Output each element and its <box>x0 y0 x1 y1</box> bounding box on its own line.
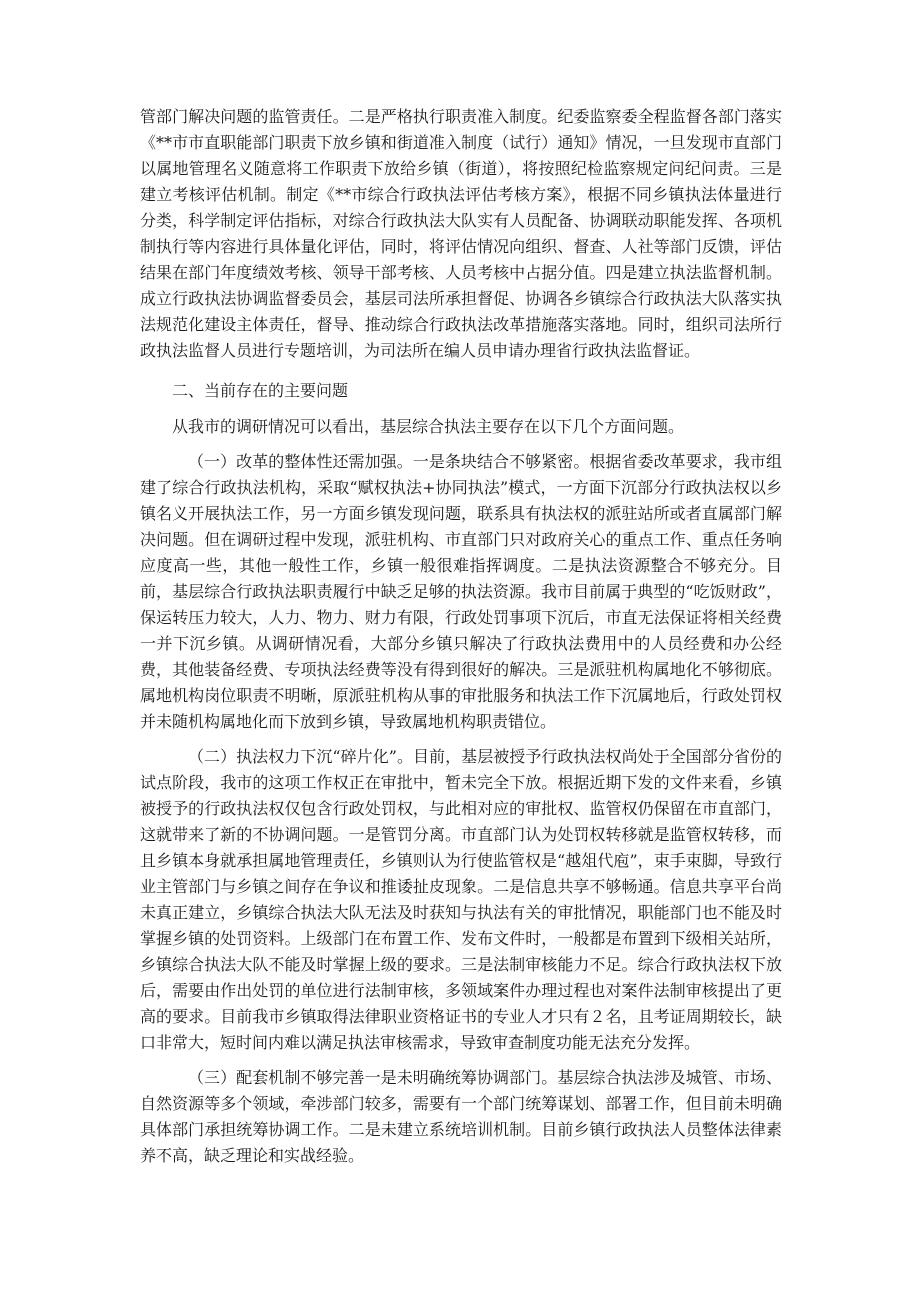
paragraph-problem-1: （一）改革的整体性还需加强。一是条块结合不够紧密。根据省委改革要求，我市组建了综合行政执法机构，采取“赋权执法+协同执法”模式，一方面下沉部分行政执法权以乡镇名义开展执法工作，另一方面乡镇发现问题，联系具有执法权的派驻站所或者直属部门解决问题。但在调研过程中发现，派驻机构、市直部门只对政府关心的重点工作、重点任务响应度高一些，其他一般性工作，乡镇一般很难指挥调度。二是执法资源整合不够充分。目前，基层综合行政执法职责履行中缺乏足够的执法资源。我市目前属于典型的“吃饭财政”，保运转压力较大，人力、物力、财力有限，行政处罚事项下沉后，市直无法保证将相关经费一并下沉乡镇。从调研情况看，大部分乡镇只解决了行政执法费用中的人员经费和办公经费，其他装备经费、专项执法经费等没有得到很好的解决。三是派驻机构属地化不够彻底。属地机构岗位职责不明晰，原派驻机构从事的审批服务和执法工作下沉属地后，行政处罚权并未随机构属地化而下放到乡镇，导致属地机构职责错位。 <box>140 452 782 731</box>
paragraph-lead: 从我市的调研情况可以看出，基层综合执法主要存在以下几个方面问题。 <box>172 417 685 436</box>
paragraph-problem-3: （三）配套机制不够完善一是未明确统筹协调部门。基层综合执法涉及城管、市场、自然资源等多个领域，牵涉部门较多，需要有一个部门统筹谋划、部署工作，但目前未明确具体部门承担统筹协调工作。二是未建立系统培训机制。目前乡镇行政执法人员整体法律素养不高，缺乏理论和实战经验。 <box>140 1068 782 1165</box>
section-heading: 二、当前存在的主要问题 <box>172 381 349 400</box>
document-page <box>140 104 782 1169</box>
paragraph-intro: 管部门解决问题的监管责任。二是严格执行职责准入制度。纪委监察委全程监督各部门落实《**市市直职能部门职责下放乡镇和街道准入制度（试行）通知》情况，一旦发现市直部门以属地管理名义随意将工作职责下放给乡镇（街道），将按照纪检监察规定问纪问责。三是建立考核评估机制。制定《**市综合行政执法评估考核方案》，根据不同乡镇执法体量进行分类，科学制定评估指标，对综合行政执法大队实有人员配备、协调联动职能发挥、各项机制执行等内容进行具体量化评估，同时，将评估情况向组织、督查、人社等部门反馈，评估结果在部门年度绩效考核、领导干部考核、人员考核中占据分值。四是建立执法监督机制。成立行政执法协调监督委员会，基层司法所承担督促、协调各乡镇综合行政执法大队落实执法规范化建设主体责任，督导、推动综合行政执法改革措施落实落地。同时，组织司法所行政执法监督人员进行专题培训，为司法所在编人员申请办理省行政执法监督证。 <box>140 107 782 360</box>
paragraph-problem-2: （二）执法权力下沉“碎片化”。目前，基层被授予行政执法权尚处于全国部分省份的试点阶段，我市的这项工作权正在审批中，暂未完全下放。根据近期下发的文件来看，乡镇被授予的行政执法权仅包含行政处罚权，与此相对应的审批权、监管权仍保留在市直部门，这就带来了新的不协调问题。一是管罚分离。市直部门认为处罚权转移就是监管权转移，而且乡镇本身就承担属地管理责任，乡镇则认为行使监管权是“越俎代庖”，束手束脚，导致行业主管部门与乡镇之间存在争议和推诿扯皮现象。二是信息共享不够畅通。信息共享平台尚未真正建立，乡镇综合执法大队无法及时获知与执法有关的审批情况，职能部门也不能及时掌握乡镇的处罚资料。上级部门在布置工作、发布文件时，一般都是布置到下级相关站所，乡镇综合执法大队不能及时掌握上级的要求。三是法制审核能力不足。综合行政执法权下放后，需要由作出处罚的单位进行法制审核，多领域案件办理过程也对案件法制审核提出了更高的要求。目前我市乡镇取得法律职业资格证书的专业人才只有２名，且考证周期较长，缺口非常大，短时间内难以满足执法审核需求，导致审查制度功能无法充分发挥。 <box>140 747 782 1052</box>
